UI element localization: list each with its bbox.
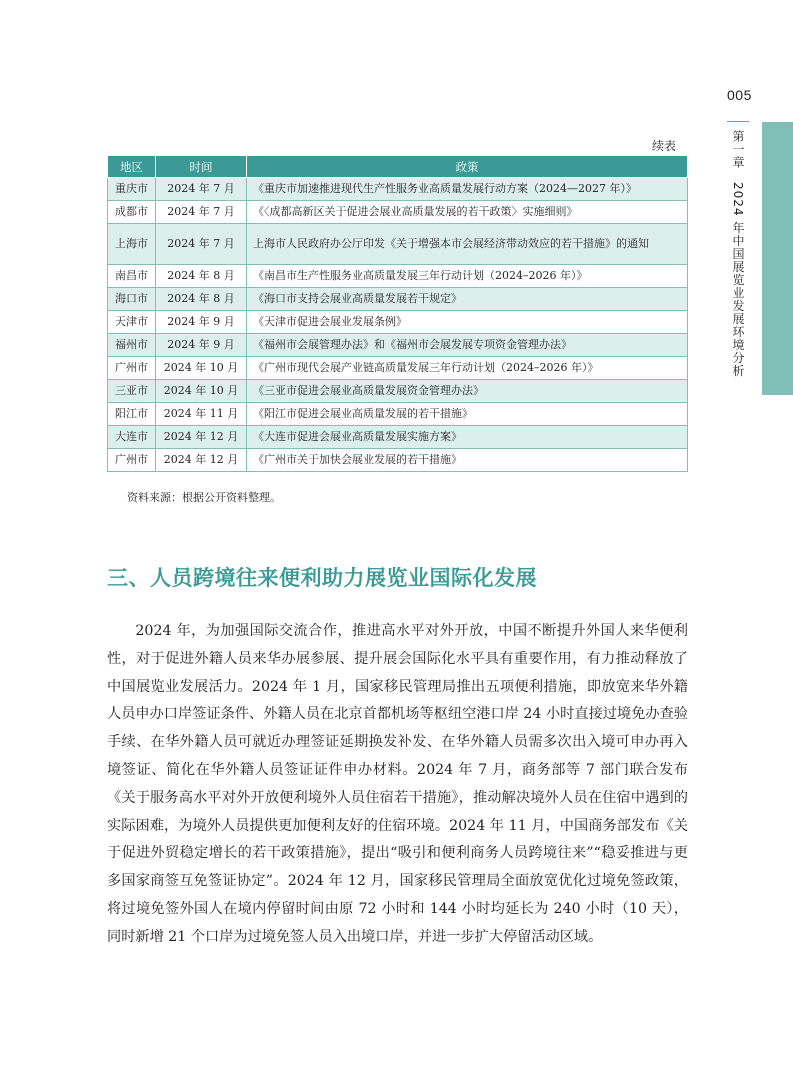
table-row [108, 265, 688, 288]
cell-time: 2024 年 7 月 [156, 224, 247, 265]
cell-region: 广州市 [108, 357, 156, 380]
table-row [108, 311, 688, 334]
cell-region: 大连市 [108, 426, 156, 449]
chapter-divider [727, 121, 749, 122]
cell-policy: 《广州市现代会展产业链高质量发展三年行动计划（2024–2026 年）》 [247, 357, 688, 380]
cell-time: 2024 年 9 月 [156, 334, 247, 357]
table-row [108, 334, 688, 357]
header-region: 地区 [108, 156, 156, 178]
cell-policy: 《〈成都高新区关于促进会展业高质量发展的若干政策〉实施细则》 [247, 201, 688, 224]
cell-region: 重庆市 [108, 178, 156, 201]
cell-region: 南昌市 [108, 265, 156, 288]
cell-region: 上海市 [108, 224, 156, 265]
cell-policy: 《三亚市促进会展业高质量发展资金管理办法》 [247, 380, 688, 403]
header-policy: 政策 [247, 156, 688, 178]
cell-time: 2024 年 12 月 [156, 449, 247, 472]
cell-time: 2024 年 8 月 [156, 265, 247, 288]
cell-region: 天津市 [108, 311, 156, 334]
cell-time: 2024 年 9 月 [156, 311, 247, 334]
cell-time: 2024 年 10 月 [156, 357, 247, 380]
page-number: 005 [727, 87, 752, 103]
table-header-row [108, 156, 688, 178]
cell-policy: 《阳江市促进会展业高质量发展的若干措施》 [247, 403, 688, 426]
table-row [108, 380, 688, 403]
cell-region: 海口市 [108, 288, 156, 311]
chapter-label: 第一章 2024 年中国展览业发展环境分析 [731, 130, 745, 378]
table-row [108, 357, 688, 380]
cell-policy: 《天津市促进会展业发展条例》 [247, 311, 688, 334]
cell-policy: 《广州市关于加快会展业发展的若干措施》 [247, 449, 688, 472]
body-paragraph: 2024 年，为加强国际交流合作，推进高水平对外开放，中国不断提升外国人来华便利性，对于促进外籍人员来华办展参展、提升展会国际化水平具有重要作用，有力推动释放了中国展览业发展活力。2024 年 1 月，国家移民管理局推出五项便利措施，即放宽来华外籍人员申办口岸签证条件、外籍人员在北京首都机场等枢纽空港口岸 24 小时直接过境免办查验手续、在华外籍人员可就近办理签证延期换发补发、在华外籍人员需多次出入境可申办再入境签证、简化在华外籍人员签证证件申办材料。2024 年 7 月，商务部等 7 部门联合发布《关于服务高水平对外开放便利境外人员住宿若干措施》，推动解决境外人员在住宿中遇到的实际困难，为境外人员提供更加便利友好的住宿环境。2024 年 11 月，中国商务部发布《关于促进外贸稳定增长的若干政策措施》，提出“吸引和便利商务人员跨境往来”“稳妥推进与更多国家商签互免签证协定”。2024 年 12 月，国家移民管理局全面放宽优化过境免签政策，将过境免签外国人在境内停留时间由原 72 小时和 144 小时均延长为 240 小时（10 天），同时新增 21 个口岸为过境免签人员入出境口岸，并进一步扩大停留活动区域。 [107, 623, 688, 945]
table-row [108, 288, 688, 311]
cell-time: 2024 年 11 月 [156, 403, 247, 426]
cell-policy: 《南昌市生产性服务业高质量发展三年行动计划（2024–2026 年）》 [247, 265, 688, 288]
section-heading: 三、人员跨境往来便利助力展览业国际化发展 [107, 566, 537, 590]
table-row [108, 426, 688, 449]
cell-time: 2024 年 7 月 [156, 178, 247, 201]
table-row [108, 201, 688, 224]
chapter-side-tab [762, 122, 793, 395]
cell-time: 2024 年 8 月 [156, 288, 247, 311]
header-time: 时间 [156, 156, 247, 178]
cell-region: 福州市 [108, 334, 156, 357]
policy-table [107, 155, 688, 472]
table-row [108, 178, 688, 201]
cell-policy: 《福州市会展管理办法》和《福州市会展发展专项资金管理办法》 [247, 334, 688, 357]
cell-time: 2024 年 7 月 [156, 201, 247, 224]
table-row [108, 449, 688, 472]
cell-policy: 《大连市促进会展业高质量发展实施方案》 [247, 426, 688, 449]
table-source-note: 资料来源：根据公开资料整理。 [127, 491, 281, 504]
cell-policy: 《重庆市加速推进现代生产性服务业高质量发展行动方案（2024—2027 年）》 [247, 178, 688, 201]
table-row [108, 403, 688, 426]
table-row [108, 224, 688, 265]
cell-region: 阳江市 [108, 403, 156, 426]
cell-region: 三亚市 [108, 380, 156, 403]
cell-policy: 《海口市支持会展业高质量发展若干规定》 [247, 288, 688, 311]
cell-region: 成都市 [108, 201, 156, 224]
cell-time: 2024 年 12 月 [156, 426, 247, 449]
cell-policy: 上海市人民政府办公厅印发《关于增强本市会展经济带动效应的若干措施》的通知 [247, 224, 688, 265]
cell-time: 2024 年 10 月 [156, 380, 247, 403]
table-continued-label: 续表 [652, 139, 677, 153]
cell-region: 广州市 [108, 449, 156, 472]
